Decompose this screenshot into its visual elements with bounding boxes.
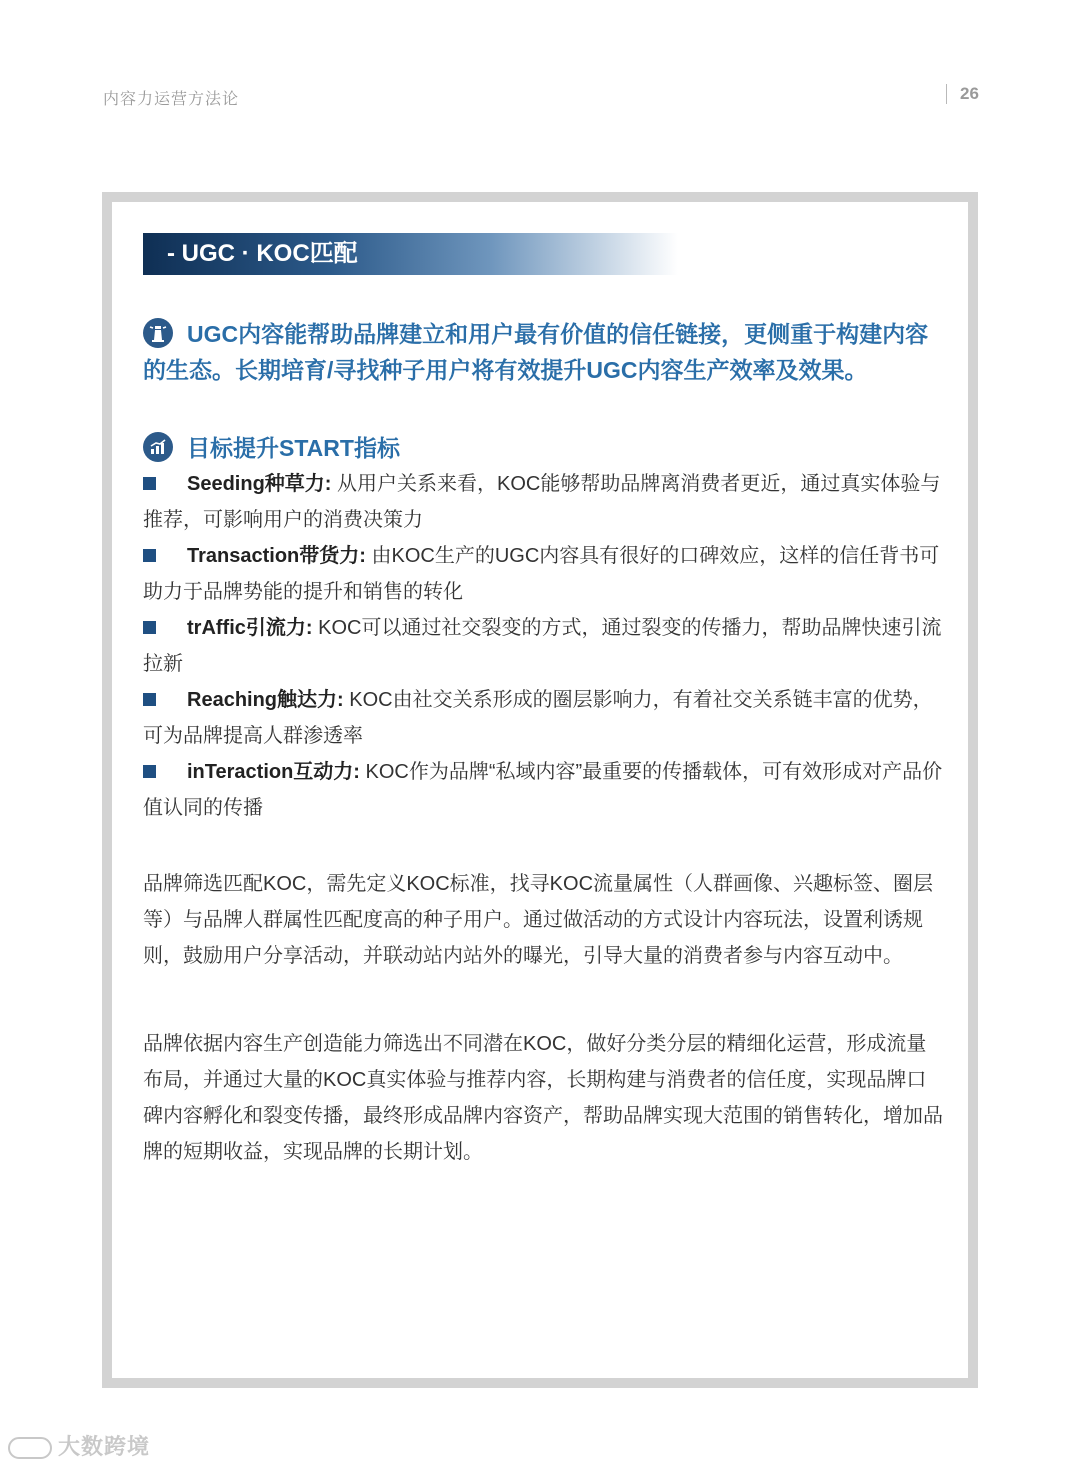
metric-item-reaching [143,682,943,754]
body-paragraph-1: 品牌筛选匹配KOC，需先定义KOC标准，找寻KOC流量属性（人群画像、兴趣标签、圈层等）与品牌人群属性匹配度高的种子用户。通过做活动的方式设计内容玩法，设置利诱规则，鼓励用户分享活动，并联动站内站外的曝光，引导大量的消费者参与内容互动中。 [143,873,934,967]
watermark [8,1430,150,1461]
metrics-heading [143,430,400,463]
metric-description: 由KOC生产的UGC内容具有很好的口碑效应，这样的信任背书可助力于品牌势能的提升和销售的转化 [143,545,940,603]
metric-item-seeding [143,466,943,538]
metric-item-traffic [143,610,943,682]
metric-term: trAffic引流力: [187,617,313,639]
watermark-logo-icon [8,1437,52,1459]
metric-term: Seeding种草力: [187,473,332,495]
lighthouse-icon [143,318,173,348]
metric-item-interaction [143,754,943,826]
page-number: 26 [960,84,979,103]
metric-item-transaction [143,538,943,610]
metric-term: inTeraction互动力: [187,761,360,783]
running-header-title: 内容力运营方法论 [103,91,240,108]
body-paragraph-2: 品牌依据内容生产创造能力筛选出不同潜在KOC，做好分类分层的精细化运营，形成流量布局，并通过大量的KOC真实体验与推荐内容，长期构建与消费者的信任度，实现品牌口碑内容孵化和裂变传播，最终形成品牌内容资产，帮助品牌实现大范围的销售转化，增加品牌的短期收益，实现品牌的长期计划。 [143,1033,943,1163]
metrics-heading-text: 目标提升START指标 [187,435,400,461]
metric-term: Reaching触达力: [187,689,344,711]
section-banner: - UGC · KOC匹配 [143,233,678,275]
metrics-list [143,466,943,826]
metric-description: KOC作为品牌“私域内容”最重要的传播载体，可有效形成对产品价值认同的传播 [143,761,943,819]
metric-description: 从用户关系来看，KOC能够帮助品牌离消费者更近，通过真实体验与推荐，可影响用户的消费决策力 [143,473,941,531]
growth-chart-icon [143,432,173,462]
watermark-text: 大数跨境 [58,1434,151,1459]
square-bullet-icon [143,621,156,634]
square-bullet-icon [143,693,156,706]
square-bullet-icon [143,549,156,562]
header-divider [946,84,947,104]
metric-description: KOC由社交关系形成的圈层影响力，有着社交关系链丰富的优势，可为品牌提高人群渗透率 [143,689,933,747]
metric-description: KOC可以通过社交裂变的方式，通过裂变的传播力，帮助品牌快速引流拉新 [143,617,942,675]
intro-text: UGC内容能帮助品牌建立和用户最有价值的信任链接，更侧重于构建内容的生态。长期培育/寻找种子用户将有效提升UGC内容生产效率及效果。 [143,321,929,383]
square-bullet-icon [143,765,156,778]
square-bullet-icon [143,477,156,490]
intro-statement [143,316,943,388]
metric-term: Transaction带货力: [187,545,366,567]
